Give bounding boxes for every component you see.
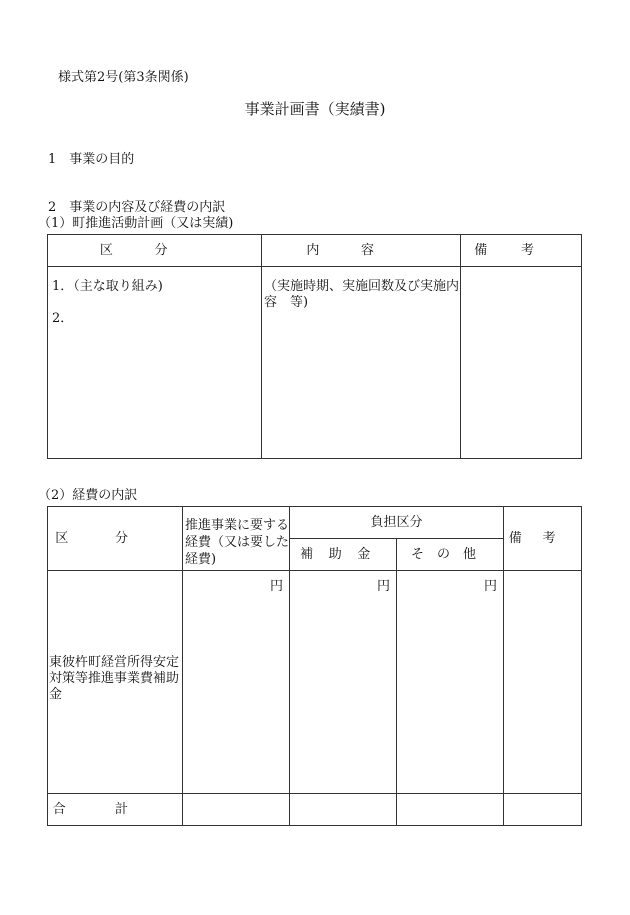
header-remarks: 備考 [504, 507, 582, 571]
yen-unit: 円 [484, 579, 498, 594]
subsection-activity-plan-heading: （1）町推進活動計画（又は実績) [38, 216, 234, 231]
header-subsidy: 補助金 [290, 539, 397, 571]
table-row [48, 571, 582, 794]
other-amount-cell[interactable] [397, 571, 504, 794]
content-note: （実施時期、実施回数及び実施内容 等) [264, 279, 460, 310]
total-label: 合計 [48, 794, 183, 826]
activity-plan-table [47, 234, 582, 459]
header-category: 区分 [48, 235, 262, 267]
table-header-row [48, 507, 582, 539]
section-purpose-heading: 1 事業の目的 [48, 152, 135, 167]
remarks-cell[interactable] [504, 571, 582, 794]
table-header-row [48, 235, 582, 267]
total-required-cell[interactable] [183, 794, 290, 826]
header-content: 内容 [262, 235, 461, 267]
category-cell[interactable] [48, 267, 262, 459]
subsidy-name: 東彼杵町経営所得安定対策等推進事業費補助金 [49, 655, 180, 702]
item-1: 1．（主な取り組み) [52, 279, 163, 294]
required-amount-cell[interactable] [183, 571, 290, 794]
expense-breakdown-table [47, 506, 582, 826]
document-title: 事業計画書（実績書) [244, 100, 386, 118]
header-category: 区分 [48, 507, 183, 571]
subsection-expense-heading: （2）経費の内訳 [38, 488, 138, 503]
form-number: 様式第2号(第3条関係) [58, 70, 189, 85]
subsidy-amount-cell[interactable] [290, 571, 397, 794]
section-content-heading: 2 事業の内容及び経費の内訳 [48, 200, 226, 215]
header-other: その他 [397, 539, 504, 571]
total-remarks-cell[interactable] [504, 794, 582, 826]
header-required-expense: 推進事業に要する経費（又は要した経費) [183, 507, 290, 571]
total-subsidy-cell[interactable] [290, 794, 397, 826]
item-2: 2． [52, 311, 74, 326]
subsidy-name-cell [48, 571, 183, 794]
content-cell[interactable] [262, 267, 461, 459]
header-remarks: 備考 [461, 235, 582, 267]
total-other-cell[interactable] [397, 794, 504, 826]
table-row [48, 267, 582, 459]
yen-unit: 円 [269, 579, 283, 594]
total-row [48, 794, 582, 826]
header-burden-category: 負担区分 [290, 507, 504, 539]
remarks-cell[interactable] [461, 267, 582, 459]
yen-unit: 円 [376, 579, 390, 594]
